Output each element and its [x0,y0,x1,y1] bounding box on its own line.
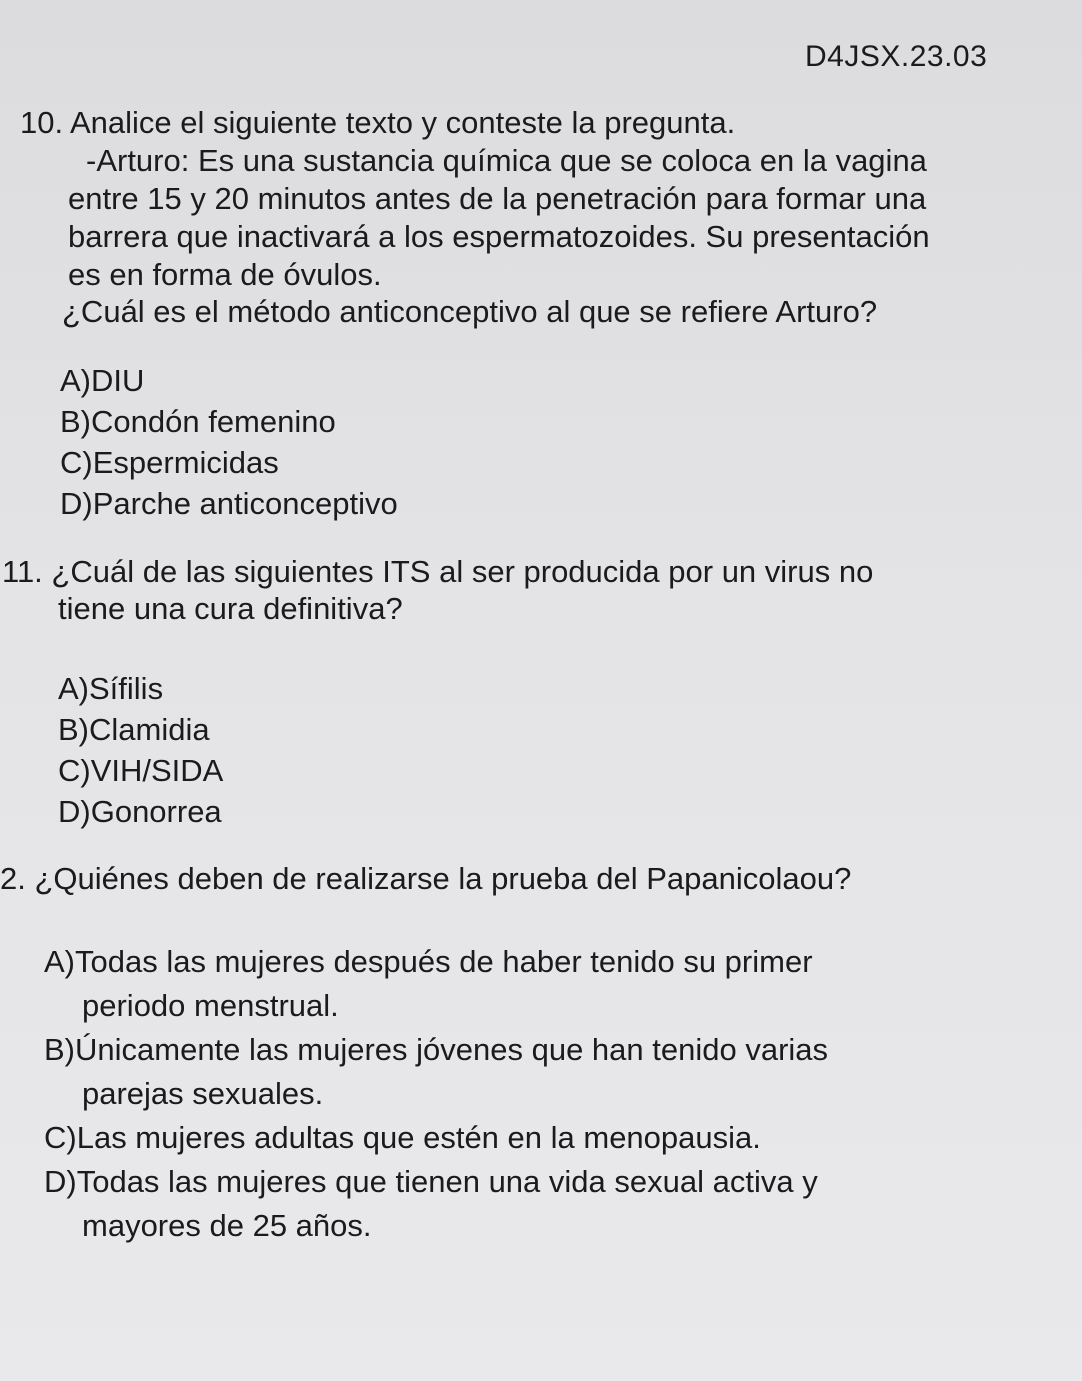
option-d: D)Gonorrea [58,794,222,829]
question-12-title: 2. ¿Quiénes deben de realizarse la prueba del Papanicolaou? [0,861,852,896]
option-d-cont: mayores de 25 años. [82,1208,372,1243]
option-b-cont: parejas sexuales. [82,1076,324,1111]
question-11-title-cont: tiene una cura definitiva? [58,591,403,626]
option-c: C)Las mujeres adultas que estén en la menopausia. [44,1120,761,1155]
option-c: C)Espermicidas [60,445,279,480]
question-10-title: 10. Analice el siguiente texto y conteste la pregunta. [20,105,736,140]
option-d: D)Todas las mujeres que tienen una vida sexual activa y [44,1164,818,1199]
passage-line: -Arturo: Es una sustancia química que se coloca en la vagina [86,143,927,178]
exam-code: D4JSX.23.03 [805,40,988,73]
question-11-options [58,668,223,832]
option-a: A)Sífilis [58,671,164,706]
question-10-options [60,360,398,524]
option-b: B)Condón femenino [60,404,336,439]
option-d: D)Parche anticonceptivo [60,486,398,521]
option-c: C)VIH/SIDA [58,753,224,788]
passage-line: es en forma de óvulos. [68,257,382,292]
passage-line: entre 15 y 20 minutos antes de la penetración para formar una [68,181,927,216]
question-12-options [44,940,828,1248]
option-a-cont: periodo menstrual. [82,988,339,1023]
question-10-passage [68,142,1028,294]
option-a: A)Todas las mujeres después de haber tenido su primer [44,944,813,979]
option-b: B)Únicamente las mujeres jóvenes que han tenido varias [44,1032,829,1067]
option-b: B)Clamidia [58,712,210,747]
question-10-prompt: ¿Cuál es el método anticonceptivo al que se refiere Arturo? [62,294,878,329]
passage-line: barrera que inactivará a los espermatozoides. Su presentación [68,219,930,254]
option-a: A)DIU [60,363,145,398]
question-11-title: 11. ¿Cuál de las siguientes ITS al ser producida por un virus no [2,554,874,589]
